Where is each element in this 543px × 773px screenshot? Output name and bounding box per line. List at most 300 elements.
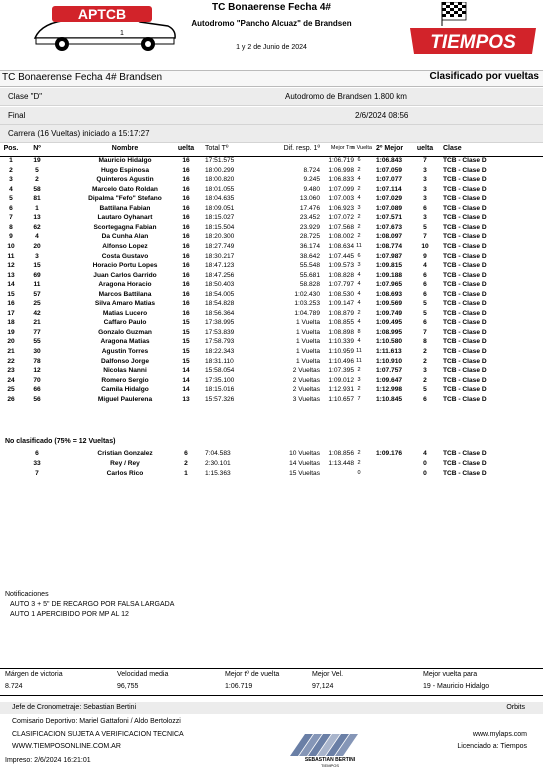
cell-vu: 14 — [182, 367, 190, 375]
cell-nv: 11 — [356, 348, 362, 354]
cell-name: Nicolas Nanni — [103, 367, 147, 375]
cell-dif: 1 Vuelta — [296, 348, 320, 355]
info-fecha: 2/6/2024 08:56 — [355, 111, 409, 120]
cell-mej: 1:09.147 — [328, 300, 354, 308]
cell-nv: 3 — [357, 204, 361, 211]
cell-name: Matias Lucero — [102, 309, 148, 317]
cell-name: Rey / Rey — [110, 460, 140, 467]
cell-mej: 1:10.657 — [328, 395, 354, 403]
cell-dif: 2 Vueltas — [292, 367, 320, 375]
cell-pos: 19 — [7, 328, 15, 336]
cell-nv: 2 — [357, 233, 361, 240]
cell-cla: TCB - Clase D — [443, 290, 487, 298]
report-title: TC Bonaerense Fecha 4# — [212, 2, 331, 13]
table-row — [0, 290, 543, 300]
cell-cla: TCB - Clase D — [443, 233, 487, 241]
cell-tot: 18:47.123 — [205, 262, 235, 270]
cell-num: 55 — [33, 338, 41, 346]
band-title: TC Bonaerense Fecha 4# Brandsen — [2, 72, 163, 83]
table-row — [0, 166, 543, 176]
cell-name: Juan Carlos Garrido — [93, 271, 157, 279]
cell-mej: 1:07.445 — [328, 252, 354, 260]
cell-tot: 1:15.363 — [205, 470, 231, 477]
cell-dif: 3 Vueltas — [292, 395, 320, 403]
cell-vu2: 6 — [423, 271, 427, 279]
cell-cla: TCB - Clase D — [443, 157, 487, 164]
notifications — [5, 590, 174, 620]
cell-sm: 1:07.757 — [376, 367, 403, 375]
cell-dif: 55.548 — [299, 262, 320, 270]
cell-dif: 14 Vueltas — [289, 460, 320, 467]
info-clase: Clase "D" — [8, 92, 43, 101]
cell-vu: 15 — [182, 348, 190, 355]
cell-vu: 16 — [182, 252, 190, 260]
table-row — [0, 242, 543, 252]
cell-sm: 1:07.089 — [376, 204, 403, 212]
cell-cla: TCB - Clase D — [443, 450, 487, 457]
cell-vu2: 0 — [423, 460, 427, 467]
cell-cla: TCB - Clase D — [443, 460, 487, 467]
cell-cla: TCB - Clase D — [443, 271, 487, 279]
cell-tot: 15:57.326 — [205, 395, 235, 403]
table-row — [0, 194, 543, 204]
cell-nv: 4 — [357, 195, 361, 202]
summary-label: Márgen de victoria — [5, 671, 63, 678]
cell-dif: 17.476 — [299, 204, 320, 212]
cell-mej: 1:08.530 — [328, 290, 354, 298]
cell-pos: 2 — [9, 166, 13, 174]
cell-pos: 8 — [9, 223, 13, 231]
cell-dif: 1:02.430 — [294, 290, 320, 298]
cell-nv: 4 — [357, 271, 361, 278]
cell-mej: 1:06.923 — [328, 204, 354, 212]
cell-mej: 1:06.998 — [328, 166, 354, 174]
cell-vu2: 6 — [423, 395, 427, 403]
col-best-lap: n Vuelta — [352, 145, 372, 151]
table-row — [0, 309, 543, 319]
cell-num: 2 — [35, 176, 39, 184]
cell-sm: 1:09.188 — [376, 271, 403, 279]
table-row — [0, 366, 543, 376]
cell-tot: 17:38.995 — [205, 319, 235, 327]
cell-num: 20 — [33, 242, 41, 250]
cell-tot: 18:56.364 — [205, 309, 235, 317]
cell-cla: TCB - Clase D — [443, 252, 487, 260]
cell-vu: 16 — [182, 214, 190, 222]
cell-vu2: 7 — [423, 157, 427, 164]
cell-tot: 18:01.055 — [205, 185, 235, 193]
cell-dif: 23.929 — [299, 223, 320, 231]
col-num: Nº — [33, 145, 41, 152]
cell-mej: 1:08.879 — [328, 309, 354, 317]
cell-tot: 7:04.583 — [205, 450, 231, 457]
cell-vu: 1 — [184, 470, 188, 477]
cell-vu: 15 — [182, 319, 190, 327]
cell-num: 21 — [33, 319, 41, 327]
cell-name: Romero Sergio — [101, 376, 149, 384]
report-subtitle: Autodromo "Pancho Alcuaz" de Brandsen — [191, 19, 352, 28]
cell-tot: 18:00.299 — [205, 166, 235, 174]
cell-pos: 25 — [7, 386, 15, 394]
col-total: Total Tº — [205, 145, 229, 152]
cell-vu2: 4 — [423, 450, 427, 457]
cell-nv: 3 — [357, 376, 361, 383]
cell-pos: 9 — [9, 233, 13, 241]
cell-mej: 1:07.003 — [328, 195, 354, 203]
table-row — [0, 337, 543, 347]
cell-nv: 2 — [357, 223, 361, 230]
band-type: Clasificado por vueltas — [429, 71, 539, 82]
table-row — [0, 252, 543, 262]
cell-tot: 15:58.054 — [205, 367, 235, 375]
svg-text:TIEMPOS: TIEMPOS — [320, 763, 340, 768]
cell-nv: 2 — [357, 185, 361, 192]
table-row — [0, 280, 543, 290]
cell-num: 30 — [33, 348, 41, 355]
cell-cla: TCB - Clase D — [443, 357, 487, 365]
cell-pos: 15 — [7, 290, 15, 298]
table-row — [0, 261, 543, 271]
cell-mej: 1:09.573 — [328, 262, 354, 270]
cell-sm: 1:08.097 — [376, 233, 403, 241]
cell-vu2: 7 — [423, 233, 427, 241]
cell-name: Costa Gustavo — [101, 252, 149, 260]
cell-pos: 22 — [7, 357, 15, 365]
footer-mylaps: www.mylaps.com — [472, 731, 527, 738]
cell-name: Lautaro Oyhanart — [97, 214, 153, 222]
summary-label: Mejor Vel. — [312, 671, 344, 678]
cell-vu: 16 — [182, 242, 190, 250]
cell-sm: 1:09.495 — [376, 319, 403, 327]
notification-line: AUTO 1 APERCIBIDO POR MP AL 12 — [10, 611, 129, 618]
cell-mej: 1:06.719 — [328, 157, 354, 164]
cell-cla: TCB - Clase D — [443, 309, 487, 317]
cell-cla: TCB - Clase D — [443, 242, 487, 250]
cell-nv: 8 — [357, 328, 361, 335]
cell-pos: 11 — [7, 252, 15, 260]
table-row — [0, 395, 543, 405]
col-class: Clase — [443, 145, 462, 152]
col-second-best: 2º Mejor — [376, 145, 404, 152]
cell-nv: 2 — [357, 367, 361, 374]
table-row — [0, 299, 543, 309]
cell-vu2: 4 — [423, 262, 427, 270]
col-laps: uelta — [177, 145, 195, 152]
cell-dif: 8.724 — [303, 166, 320, 174]
cell-name: Dipalma "Fefo" Stefano — [88, 195, 162, 203]
cell-pos: 16 — [7, 300, 15, 308]
cell-nv: 4 — [357, 319, 361, 326]
cell-dif: 2 Vueltas — [292, 386, 320, 394]
cell-vu: 16 — [182, 166, 190, 174]
cell-sm: 1:09.749 — [376, 309, 403, 317]
cell-tot: 18:50.403 — [205, 281, 235, 289]
cell-tot: 17:53.839 — [205, 328, 235, 336]
cell-name: Silva Amaro Matias — [94, 300, 156, 308]
table-row — [0, 185, 543, 195]
cell-name: Aragona Horacio — [98, 281, 152, 289]
cell-nv: 4 — [357, 338, 361, 345]
cell-name: Aragona Matias — [100, 338, 150, 346]
cell-nv: 11 — [356, 357, 362, 364]
cell-mej: 1:08.634 — [328, 242, 354, 250]
cell-vu: 16 — [182, 185, 190, 193]
cell-name: Battilana Fabian — [99, 204, 151, 212]
summary-value: 1:06.719 — [225, 683, 253, 690]
table-row — [0, 271, 543, 281]
cell-sm: 1:12.998 — [376, 386, 403, 394]
cell-cla: TCB - Clase D — [443, 176, 487, 184]
table-row — [0, 175, 543, 185]
cell-nv: 2 — [357, 386, 361, 393]
cell-name: Alfonso Lopez — [102, 242, 148, 250]
cell-sm: 1:07.029 — [376, 195, 403, 203]
cell-dif: 13.060 — [299, 195, 320, 203]
cell-name: Marcos Battilana — [98, 290, 152, 298]
table-row — [0, 204, 543, 214]
cell-nv: 3 — [357, 262, 361, 269]
cell-vu: 16 — [182, 309, 190, 317]
cell-vu: 16 — [182, 290, 190, 298]
cell-num: 5 — [35, 166, 39, 174]
cell-name: Miguel Paulerena — [97, 395, 153, 403]
cell-pos: 18 — [7, 319, 15, 327]
cell-tot: 2:30.101 — [205, 460, 231, 467]
cell-pos: 20 — [7, 338, 15, 346]
cell-tot: 17:35.100 — [205, 376, 235, 384]
table-row — [0, 213, 543, 223]
table-row — [0, 376, 543, 386]
cell-name: Gonzalo Guzman — [98, 328, 152, 336]
cell-nv: 4 — [357, 176, 361, 183]
table-row — [0, 232, 543, 242]
table-row — [0, 156, 543, 166]
cell-sm: 1:07.965 — [376, 281, 403, 289]
cell-vu: 2 — [184, 460, 188, 467]
cell-cla: TCB - Clase D — [443, 395, 487, 403]
cell-pos: 5 — [9, 195, 13, 203]
cell-nv: 4 — [357, 290, 361, 297]
cell-nv: 2 — [357, 214, 361, 221]
footer-jefe-row — [0, 702, 543, 714]
cell-mej: 1:08.002 — [328, 233, 354, 241]
cell-mej: 1:07.568 — [328, 223, 354, 231]
cell-cla: TCB - Clase D — [443, 328, 487, 336]
cell-name: Scortegagna Fabian — [93, 223, 157, 231]
cell-dif: 9.480 — [303, 185, 320, 193]
tiempos-logo — [408, 2, 538, 58]
cell-mej: 1:09.012 — [328, 376, 354, 384]
cell-name: Dalfonso Jorge — [101, 357, 149, 365]
cell-dif: 1 Vuelta — [296, 319, 320, 327]
cell-nv: 2 — [357, 450, 361, 456]
cell-cla: TCB - Clase D — [443, 470, 487, 477]
svg-text:TIEMPOS: TIEMPOS — [430, 32, 516, 53]
cell-nv: 4 — [357, 281, 361, 288]
cell-dif: 58.828 — [299, 281, 320, 289]
cell-vu2: 6 — [423, 290, 427, 298]
cell-tot: 18:09.051 — [205, 204, 235, 212]
cell-tot: 17:51.575 — [205, 157, 235, 164]
cell-vu2: 3 — [423, 176, 427, 184]
cell-sm: 1:06.843 — [376, 157, 403, 164]
cell-vu2: 9 — [423, 252, 427, 260]
cell-pos: 1 — [9, 157, 13, 164]
cell-nv: 4 — [357, 300, 361, 307]
stamp-logo — [285, 728, 375, 768]
cell-vu2: 2 — [423, 348, 427, 355]
cell-pos: 26 — [7, 395, 15, 403]
cell-sm: 1:09.815 — [376, 262, 403, 270]
cell-num: 42 — [33, 309, 41, 317]
cell-vu2: 3 — [423, 367, 427, 375]
cell-cla: TCB - Clase D — [443, 376, 487, 384]
cell-num: 12 — [33, 367, 41, 375]
table-row — [0, 469, 543, 479]
cell-vu2: 8 — [423, 338, 427, 346]
cell-tot: 18:20.300 — [205, 233, 235, 241]
cell-nv: 2 — [357, 460, 361, 466]
cell-name: Quinteros Agustin — [96, 176, 154, 184]
footer-licencia: Licenciado a: Tiempos — [457, 743, 527, 750]
cell-num: 78 — [33, 357, 41, 365]
cell-vu: 16 — [182, 176, 190, 184]
cell-vu2: 6 — [423, 319, 427, 327]
col-diff: Dif. resp. 1º — [283, 145, 320, 152]
cell-vu2: 5 — [423, 223, 427, 231]
cell-tot: 18:22.343 — [205, 348, 235, 355]
cell-vu2: 0 — [423, 470, 427, 477]
cell-num: 77 — [33, 328, 41, 336]
cell-num: 7 — [35, 470, 39, 477]
cell-vu2: 5 — [423, 386, 427, 394]
cell-tot: 18:15.027 — [205, 214, 235, 222]
cell-mej: 1:07.099 — [328, 185, 354, 193]
cell-sm: 1:07.114 — [376, 185, 402, 193]
cell-cla: TCB - Clase D — [443, 262, 487, 270]
cell-tot: 18:15.016 — [205, 386, 235, 394]
cell-vu: 14 — [182, 386, 190, 394]
cell-sm: 1:07.571 — [376, 214, 403, 222]
cell-num: 13 — [33, 214, 41, 222]
cell-pos: 24 — [7, 376, 15, 384]
cell-num: 3 — [35, 252, 39, 260]
cell-cla: TCB - Clase D — [443, 166, 487, 174]
cell-pos: 4 — [9, 185, 13, 193]
cell-name: Da Cunha Alan — [101, 233, 149, 241]
cell-vu2: 7 — [423, 328, 427, 336]
cell-cla: TCB - Clase D — [443, 281, 487, 289]
cell-vu2: 10 — [421, 242, 429, 250]
cell-vu: 16 — [182, 300, 190, 308]
table-row — [0, 459, 543, 469]
cell-dif: 1 Vuelta — [296, 338, 320, 346]
cell-pos: 14 — [7, 281, 15, 289]
cell-name: Mauricio Hidalgo — [98, 157, 152, 164]
cell-cla: TCB - Clase D — [443, 386, 487, 394]
cell-cla: TCB - Clase D — [443, 367, 487, 375]
cell-nv: 11 — [356, 242, 362, 249]
cell-vu: 6 — [184, 450, 188, 457]
cell-cla: TCB - Clase D — [443, 195, 487, 203]
cell-vu2: 3 — [423, 166, 427, 174]
cell-mej: 1:08.855 — [328, 319, 354, 327]
info-row-sesion — [0, 107, 543, 125]
cell-mej: 1:06.833 — [328, 176, 354, 184]
cell-tot: 18:30.217 — [205, 252, 235, 260]
cell-tot: 18:47.256 — [205, 271, 235, 279]
cell-sm: 1:08.774 — [376, 242, 403, 250]
cell-cla: TCB - Clase D — [443, 319, 487, 327]
cell-sm: 1:08.995 — [376, 328, 403, 336]
cell-mej: 1:08.898 — [328, 328, 354, 336]
svg-text:APTCB: APTCB — [77, 6, 127, 22]
table-row — [0, 385, 543, 395]
cell-mej: 1:08.856 — [328, 450, 354, 457]
cell-pos: 17 — [7, 309, 15, 317]
cell-vu2: 3 — [423, 185, 427, 193]
cell-num: 15 — [33, 262, 41, 270]
cell-nv: 2 — [357, 166, 361, 173]
cell-name: Horacio Portu Lopes — [92, 262, 158, 270]
cell-mej: 1:10.496 — [328, 357, 354, 365]
cell-num: 66 — [33, 386, 41, 394]
summary-value: 96,755 — [117, 683, 139, 690]
cell-dif: 1:04.789 — [294, 309, 320, 317]
cell-num: 33 — [33, 460, 41, 467]
cell-num: 1 — [35, 204, 39, 212]
cell-num: 6 — [35, 450, 39, 457]
summary-label: Velocidad media — [117, 671, 169, 678]
cell-mej: 1:08.828 — [328, 271, 354, 279]
cell-sm: 1:10.845 — [376, 395, 403, 403]
footer-impreso: Impreso: 2/6/2024 16:21:01 — [5, 757, 91, 764]
cell-nv: 6 — [357, 252, 361, 259]
cell-nv: 7 — [357, 395, 361, 402]
cell-vu: 16 — [182, 223, 190, 231]
cell-vu: 16 — [182, 195, 190, 203]
cell-cla: TCB - Clase D — [443, 348, 487, 355]
cell-pos: 23 — [7, 367, 15, 375]
cell-vu: 14 — [182, 376, 190, 384]
col-second-lap: uelta — [416, 145, 434, 152]
cell-sm: 1:07.987 — [376, 252, 403, 260]
cell-vu: 16 — [182, 262, 190, 270]
cell-name: Marcelo Gato Roldan — [92, 185, 158, 193]
report-dates: 1 y 2 de Junio de 2024 — [236, 44, 307, 51]
cell-dif: 23.452 — [299, 214, 320, 222]
col-name: Nombre — [111, 145, 139, 152]
col-best: Mejor Tm — [330, 145, 354, 151]
cell-vu2: 2 — [423, 357, 427, 365]
cell-pos: 7 — [9, 214, 13, 222]
cell-sm: 1:10.580 — [376, 338, 403, 346]
cell-vu2: 2 — [423, 376, 427, 384]
cell-tot: 18:15.504 — [205, 223, 235, 231]
cell-name: Camila Hidalgo — [101, 386, 149, 394]
table-row — [0, 328, 543, 338]
footer-comisario: Comisario Deportivo: Mariel Gattafoni / Aldo Bertolozzi — [12, 718, 181, 725]
cell-cla: TCB - Clase D — [443, 185, 487, 193]
cell-tot: 18:31.110 — [205, 357, 234, 365]
table-row — [0, 449, 543, 459]
cell-cla: TCB - Clase D — [443, 204, 487, 212]
cell-cla: TCB - Clase D — [443, 300, 487, 308]
cell-mej: 1:07.395 — [328, 367, 354, 375]
cell-num: 57 — [33, 290, 41, 298]
cell-dif: 36.174 — [299, 242, 320, 250]
cell-pos: 10 — [7, 242, 15, 250]
